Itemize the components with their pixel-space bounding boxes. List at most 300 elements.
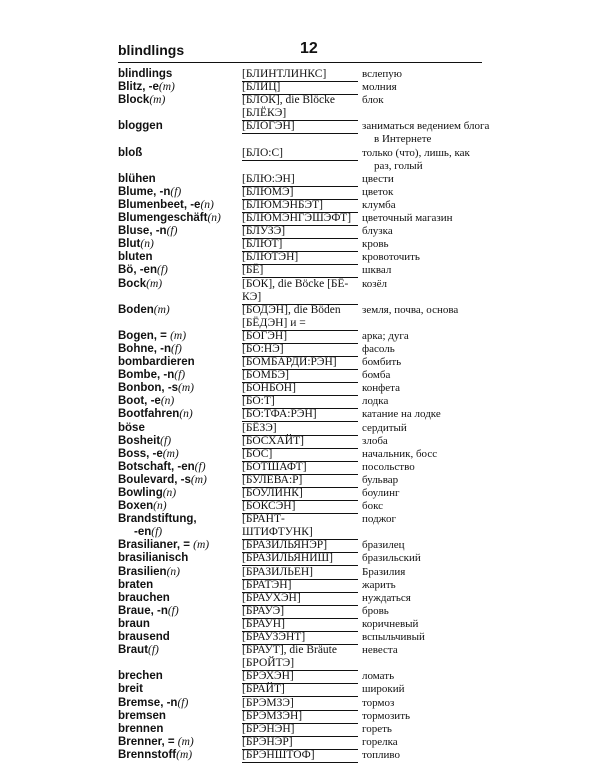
gender-marker: (m) bbox=[176, 748, 193, 761]
transcription-line: [БРАТЭН] bbox=[242, 579, 358, 593]
translation-line: лодка bbox=[362, 395, 389, 408]
entry-transcription bbox=[242, 81, 358, 95]
entry-transcription bbox=[242, 343, 358, 357]
headword-text: Bremse, -n bbox=[118, 696, 178, 709]
dictionary-entry bbox=[118, 278, 498, 304]
dictionary-entry bbox=[118, 710, 498, 723]
entry-translation bbox=[362, 592, 502, 605]
dictionary-entry bbox=[118, 395, 498, 408]
entry-headword bbox=[118, 461, 240, 474]
transcription-line: [БОКСЭН] bbox=[242, 500, 358, 514]
entry-translation bbox=[362, 343, 502, 356]
headword-text: Boss, -e bbox=[118, 447, 163, 460]
entry-transcription bbox=[242, 448, 358, 462]
translation-line: бульвар bbox=[362, 473, 399, 486]
dictionary-entry bbox=[118, 513, 498, 539]
entry-transcription bbox=[242, 120, 358, 134]
entry-transcription bbox=[242, 697, 358, 711]
gender-marker: (m) bbox=[193, 539, 210, 552]
headword-text: Bowling bbox=[118, 487, 163, 499]
entry-translation bbox=[362, 147, 502, 173]
transcription-line: [БЛЮМЭ] bbox=[242, 186, 358, 200]
dictionary-entry bbox=[118, 422, 498, 435]
dictionary-entry bbox=[118, 186, 498, 199]
entry-transcription bbox=[242, 566, 358, 580]
entry-transcription bbox=[242, 644, 358, 671]
transcription-line: [БОНБОН] bbox=[242, 382, 358, 396]
entry-translation bbox=[362, 474, 502, 487]
translation-line: бровь bbox=[362, 604, 389, 617]
transcription-line: [БЛИНТЛИНКС] bbox=[242, 68, 358, 82]
entry-transcription bbox=[242, 683, 358, 697]
entry-translation bbox=[362, 173, 502, 186]
entry-translation bbox=[362, 408, 502, 421]
entry-transcription bbox=[242, 592, 358, 606]
gender-marker: (m) bbox=[162, 447, 179, 460]
headword-text: Brandstiftung, bbox=[118, 513, 197, 526]
entry-transcription bbox=[242, 212, 358, 226]
gender-marker: (n) bbox=[207, 212, 221, 225]
transcription-line: [БЛО:С] bbox=[242, 147, 358, 161]
headword-text: bremsen bbox=[118, 709, 166, 722]
dictionary-entry bbox=[118, 566, 498, 579]
dictionary-entry bbox=[118, 120, 498, 146]
headword-text: Bock bbox=[118, 277, 147, 290]
entry-transcription bbox=[242, 749, 358, 763]
translation-line: злоба bbox=[362, 434, 388, 447]
entry-translation bbox=[362, 448, 502, 461]
dictionary-entry bbox=[118, 304, 498, 330]
translation-line: козёл bbox=[362, 277, 388, 290]
dictionary-entry bbox=[118, 225, 498, 238]
entry-translation bbox=[362, 683, 502, 696]
headword-text: Braue, -n bbox=[118, 604, 168, 617]
entry-transcription bbox=[242, 408, 358, 422]
dictionary-entry bbox=[118, 592, 498, 605]
transcription-line: [БОМБАРДИ:РЭН] bbox=[242, 356, 358, 370]
headword-text: Boulevard, -s bbox=[118, 473, 191, 486]
transcription-line: [БЛОГЭН] bbox=[242, 120, 358, 134]
transcription-line: [БРАНТ- bbox=[242, 513, 285, 526]
gender-marker: (f) bbox=[174, 369, 186, 382]
transcription-line: [БРОЙТЭ] bbox=[242, 657, 358, 671]
transcription-line: [БРЭХЭН] bbox=[242, 670, 358, 684]
transcription-line: [БЛИЦ] bbox=[242, 81, 358, 95]
headword-text: Boot, -e bbox=[118, 395, 161, 408]
transcription-line: [БЁЗЭ] bbox=[242, 422, 358, 436]
gender-marker: (m) bbox=[146, 277, 163, 290]
entry-translation bbox=[362, 723, 502, 736]
headword-text: brausend bbox=[118, 631, 170, 644]
entry-transcription bbox=[242, 487, 358, 501]
headword-text: Braut bbox=[118, 644, 149, 657]
entry-translation bbox=[362, 566, 502, 579]
entry-transcription bbox=[242, 605, 358, 619]
entry-transcription bbox=[242, 395, 358, 409]
translation-line: цветочный магазин bbox=[362, 212, 453, 225]
translation-line: земля, почва, основа bbox=[362, 303, 459, 316]
dictionary-entry bbox=[118, 68, 498, 81]
transcription-line: [БРАУЗЭНТ] bbox=[242, 631, 358, 645]
translation-line: широкий bbox=[362, 683, 405, 696]
dictionary-entry bbox=[118, 199, 498, 212]
headword-text: Blut bbox=[118, 238, 141, 251]
headword-text: Block bbox=[118, 94, 150, 107]
translation-line: бокс bbox=[362, 500, 384, 513]
translation-line: ломать bbox=[362, 670, 395, 683]
transcription-line: [БО:Т] bbox=[242, 395, 358, 409]
translation-line: бомбить bbox=[362, 356, 402, 369]
dictionary-entry bbox=[118, 369, 498, 382]
headword-text: bluten bbox=[118, 251, 153, 264]
entry-headword bbox=[118, 343, 240, 356]
dictionary-entry bbox=[118, 408, 498, 421]
dictionary-entry bbox=[118, 264, 498, 277]
headword-text: Boden bbox=[118, 303, 154, 316]
transcription-line: [БЛЮТЭН] bbox=[242, 251, 358, 265]
entry-transcription bbox=[242, 552, 358, 566]
entry-transcription bbox=[242, 435, 358, 449]
header-divider bbox=[118, 62, 482, 63]
translation-line: конфета bbox=[362, 382, 401, 395]
entry-translation bbox=[362, 68, 502, 81]
translation-line: посольство bbox=[362, 460, 415, 473]
headword-text: blühen bbox=[118, 172, 156, 185]
gender-marker: (n) bbox=[179, 408, 193, 421]
entry-translation bbox=[362, 670, 502, 683]
entry-headword bbox=[118, 356, 240, 369]
entry-transcription bbox=[242, 304, 358, 331]
dictionary-entry bbox=[118, 723, 498, 736]
entry-transcription bbox=[242, 356, 358, 370]
dictionary-entry bbox=[118, 736, 498, 749]
dictionary-entry bbox=[118, 212, 498, 225]
entry-headword bbox=[118, 723, 240, 736]
entry-headword bbox=[118, 225, 240, 238]
gender-marker: (m) bbox=[153, 303, 170, 316]
dictionary-entry bbox=[118, 435, 498, 448]
entry-headword bbox=[118, 552, 240, 565]
translation-line: кровоточить bbox=[362, 251, 420, 264]
translation-line: цвести bbox=[362, 172, 394, 185]
dictionary-entry bbox=[118, 605, 498, 618]
entry-headword bbox=[118, 186, 240, 199]
transcription-line: [БО:ТФА:РЭН] bbox=[242, 408, 358, 422]
entry-headword bbox=[118, 697, 240, 710]
transcription-line: [БРЭНШТОФ] bbox=[242, 749, 358, 763]
entry-translation bbox=[362, 225, 502, 238]
entry-translation bbox=[362, 749, 502, 762]
entry-headword bbox=[118, 147, 240, 160]
translation-line: клумба bbox=[362, 198, 396, 211]
transcription-line: [БРЭНЭН] bbox=[242, 723, 358, 737]
translation-line: коричневый bbox=[362, 617, 419, 630]
transcription-line: [БОМБЭ] bbox=[242, 369, 358, 383]
entry-headword bbox=[118, 408, 240, 421]
transcription-line: [БРЭНЭР] bbox=[242, 736, 358, 750]
translation-line: вспыльчивый bbox=[362, 631, 425, 644]
dictionary-entry bbox=[118, 382, 498, 395]
entry-translation bbox=[362, 395, 502, 408]
translation-line: сердитый bbox=[362, 421, 407, 434]
gender-marker: (f) bbox=[177, 696, 189, 709]
entry-translation bbox=[362, 199, 502, 212]
gender-marker: (n) bbox=[153, 500, 167, 513]
headword-text: böse bbox=[118, 421, 145, 434]
headword-text: bloß bbox=[118, 146, 143, 159]
entry-translation bbox=[362, 422, 502, 435]
headword-text: Bosheit bbox=[118, 434, 161, 447]
headword-text: Bluse, -n bbox=[118, 225, 167, 238]
transcription-line: [БО:НЭ] bbox=[242, 343, 358, 357]
gender-marker: (m) bbox=[158, 81, 175, 94]
entry-headword bbox=[118, 330, 240, 343]
translation-line: заниматься ведением блога bbox=[362, 120, 490, 133]
translation-line: жарить bbox=[362, 578, 396, 591]
gender-marker: (m) bbox=[170, 329, 187, 342]
entry-headword bbox=[118, 448, 240, 461]
translation-line: гореть bbox=[362, 722, 392, 735]
transcription-line: [БЛОК], die Blöcke bbox=[242, 94, 335, 107]
dictionary-entry bbox=[118, 238, 498, 251]
entry-headword bbox=[118, 422, 240, 435]
transcription-line: [БРАУХЭН] bbox=[242, 592, 358, 606]
entry-translation bbox=[362, 618, 502, 631]
entry-transcription bbox=[242, 461, 358, 475]
entry-transcription bbox=[242, 225, 358, 239]
entry-headword bbox=[118, 264, 240, 277]
entry-translation bbox=[362, 304, 502, 317]
entry-translation bbox=[362, 487, 502, 500]
translation-line: раз, голый bbox=[374, 159, 423, 172]
translation-line: вслепую bbox=[362, 68, 402, 80]
headword-text: braun bbox=[118, 617, 150, 630]
entry-headword bbox=[118, 435, 240, 448]
gender-marker: (n) bbox=[162, 487, 177, 499]
dictionary-entry bbox=[118, 487, 498, 500]
headword-text: Bohne, -n bbox=[118, 342, 172, 355]
entry-transcription bbox=[242, 422, 358, 436]
translation-line: бразильский bbox=[362, 552, 421, 565]
headword-text: bombardieren bbox=[118, 356, 195, 369]
entry-headword bbox=[118, 631, 240, 644]
headword-text: Bootfahren bbox=[118, 408, 180, 421]
translation-line: невеста bbox=[362, 644, 398, 657]
gender-marker: (m) bbox=[178, 382, 195, 395]
entry-transcription bbox=[242, 199, 358, 213]
dictionary-entry bbox=[118, 579, 498, 592]
entry-translation bbox=[362, 238, 502, 251]
gender-marker: (n) bbox=[166, 565, 180, 578]
transcription-line: [БЁДЭН] и = bbox=[242, 317, 358, 331]
entry-transcription bbox=[242, 736, 358, 750]
headword-text: Botschaft, -en bbox=[118, 460, 195, 473]
entry-translation bbox=[362, 736, 502, 749]
transcription-line: [БУЛЕВА:Р] bbox=[242, 474, 358, 488]
headword-text: Blumengeschäft bbox=[118, 212, 208, 225]
page-header bbox=[118, 40, 482, 64]
transcription-line: [БЁ] bbox=[242, 264, 358, 278]
gender-marker: (m) bbox=[190, 473, 207, 486]
entry-headword bbox=[118, 94, 240, 107]
entry-headword bbox=[118, 68, 240, 81]
dictionary-entry bbox=[118, 330, 498, 343]
dictionary-entry bbox=[118, 474, 498, 487]
entry-list bbox=[118, 68, 498, 762]
entry-headword bbox=[118, 605, 240, 618]
entry-headword bbox=[118, 710, 240, 723]
gender-marker: (m) bbox=[149, 94, 166, 107]
transcription-line: [БОК], die Böcke [БЁ- bbox=[242, 277, 349, 290]
entry-transcription bbox=[242, 369, 358, 383]
dictionary-entry bbox=[118, 539, 498, 552]
entry-headword bbox=[118, 278, 240, 291]
dictionary-entry bbox=[118, 631, 498, 644]
entry-translation bbox=[362, 552, 502, 565]
transcription-line: [БЛЮМЭНГЭШЭФТ] bbox=[242, 212, 358, 226]
entry-headword bbox=[118, 579, 240, 592]
dictionary-entry bbox=[118, 173, 498, 186]
gender-marker: (n) bbox=[160, 395, 175, 408]
entry-headword bbox=[118, 670, 240, 683]
dictionary-entry bbox=[118, 147, 498, 173]
gender-marker: (f) bbox=[151, 526, 163, 539]
translation-line: тормозить bbox=[362, 709, 411, 722]
headword-text: Brenner, = bbox=[118, 735, 178, 748]
transcription-line: [БЛЮМЭНБЭТ] bbox=[242, 199, 358, 213]
dictionary-entry bbox=[118, 81, 498, 94]
gender-marker: (f) bbox=[156, 264, 168, 277]
translation-line: арка; дуга bbox=[362, 329, 409, 342]
entry-transcription bbox=[242, 631, 358, 645]
entry-headword bbox=[118, 736, 240, 749]
headword-text: Bombe, -n bbox=[118, 369, 175, 382]
entry-translation bbox=[362, 356, 502, 369]
translation-line: тормоз bbox=[362, 696, 395, 709]
entry-headword bbox=[118, 173, 240, 186]
dictionary-entry bbox=[118, 461, 498, 474]
entry-transcription bbox=[242, 330, 358, 344]
entry-headword bbox=[118, 212, 240, 225]
headword-text: brechen bbox=[118, 670, 163, 683]
entry-transcription bbox=[242, 94, 358, 121]
entry-headword bbox=[118, 500, 240, 513]
entry-translation bbox=[362, 644, 502, 657]
translation-line: цветок bbox=[362, 185, 394, 198]
transcription-line: [БОГЭН] bbox=[242, 330, 358, 344]
translation-line: боулинг bbox=[362, 487, 400, 499]
translation-line: в Интернете bbox=[374, 133, 432, 146]
header-guide-word: blindlings bbox=[118, 42, 185, 58]
transcription-line: [БОУЛИНК] bbox=[242, 487, 358, 501]
translation-line: молния bbox=[362, 81, 397, 94]
translation-line: бомба bbox=[362, 369, 391, 382]
transcription-line: [БРАЗИЛЬЯНИШ] bbox=[242, 552, 358, 566]
entry-transcription bbox=[242, 474, 358, 488]
translation-line: блок bbox=[362, 94, 384, 107]
headword-text: Bonbon, -s bbox=[118, 382, 179, 395]
entry-translation bbox=[362, 120, 502, 146]
headword-text: Brasilien bbox=[118, 565, 167, 578]
entry-transcription bbox=[242, 710, 358, 724]
headword-text: brasilianisch bbox=[118, 552, 189, 565]
transcription-line: [БЛЮ:ЭН] bbox=[242, 173, 358, 187]
entry-headword bbox=[118, 749, 240, 762]
translation-line: фасоль bbox=[362, 342, 395, 355]
entry-transcription bbox=[242, 539, 358, 553]
dictionary-entry bbox=[118, 94, 498, 120]
headword-text: bloggen bbox=[118, 120, 163, 133]
entry-translation bbox=[362, 605, 502, 618]
gender-marker: (f) bbox=[194, 460, 206, 473]
headword-text: Blume, -n bbox=[118, 185, 171, 198]
gender-marker: (f) bbox=[170, 185, 182, 198]
transcription-line: [БОСХАЙТ] bbox=[242, 435, 358, 449]
entry-headword bbox=[118, 81, 240, 94]
headword-text: breit bbox=[118, 683, 143, 696]
dictionary-entry bbox=[118, 251, 498, 264]
transcription-line: [БОТШАФТ] bbox=[242, 461, 358, 475]
entry-headword bbox=[118, 487, 240, 500]
translation-line: блузка bbox=[362, 225, 393, 238]
entry-translation bbox=[362, 264, 502, 277]
transcription-line: [БЛУЗЭ] bbox=[242, 225, 358, 239]
entry-translation bbox=[362, 631, 502, 644]
dictionary-entry bbox=[118, 552, 498, 565]
entry-headword bbox=[118, 539, 240, 552]
entry-headword bbox=[118, 644, 240, 657]
entry-transcription bbox=[242, 618, 358, 632]
headword-text: Boxen bbox=[118, 500, 154, 513]
transcription-line: ШТИФТУНК] bbox=[242, 526, 358, 540]
dictionary-entry bbox=[118, 500, 498, 513]
dictionary-entry bbox=[118, 683, 498, 696]
entry-headword bbox=[118, 199, 240, 212]
transcription-line: [БЛЮТ] bbox=[242, 238, 358, 252]
entry-translation bbox=[362, 500, 502, 513]
entry-transcription bbox=[242, 579, 358, 593]
headword-text: brauchen bbox=[118, 591, 170, 604]
entry-headword bbox=[118, 513, 240, 539]
headword-text: Blitz, -e bbox=[118, 81, 159, 94]
entry-translation bbox=[362, 435, 502, 448]
transcription-line: [БРЭМЗЭН] bbox=[242, 710, 358, 724]
entry-transcription bbox=[242, 173, 358, 187]
entry-headword bbox=[118, 382, 240, 395]
transcription-line: [БРАЙТ] bbox=[242, 683, 358, 697]
entry-translation bbox=[362, 81, 502, 94]
transcription-line: [БОДЭН], die Böden bbox=[242, 303, 341, 316]
entry-transcription bbox=[242, 382, 358, 396]
translation-line: катание на лодке bbox=[362, 408, 441, 421]
translation-line: нуждаться bbox=[362, 591, 411, 604]
gender-marker: (f) bbox=[160, 434, 172, 447]
dictionary-entry bbox=[118, 448, 498, 461]
entry-translation bbox=[362, 513, 502, 526]
dictionary-entry bbox=[118, 749, 498, 762]
transcription-line: [БРАУН] bbox=[242, 618, 358, 632]
entry-headword bbox=[118, 251, 240, 264]
entry-transcription bbox=[242, 68, 358, 82]
entry-translation bbox=[362, 251, 502, 264]
entry-translation bbox=[362, 539, 502, 552]
gender-marker: (f) bbox=[171, 342, 182, 355]
entry-headword bbox=[118, 474, 240, 487]
entry-translation bbox=[362, 369, 502, 382]
entry-translation bbox=[362, 330, 502, 343]
headword-text: blindlings bbox=[118, 68, 173, 80]
gender-marker: (m) bbox=[177, 735, 194, 748]
